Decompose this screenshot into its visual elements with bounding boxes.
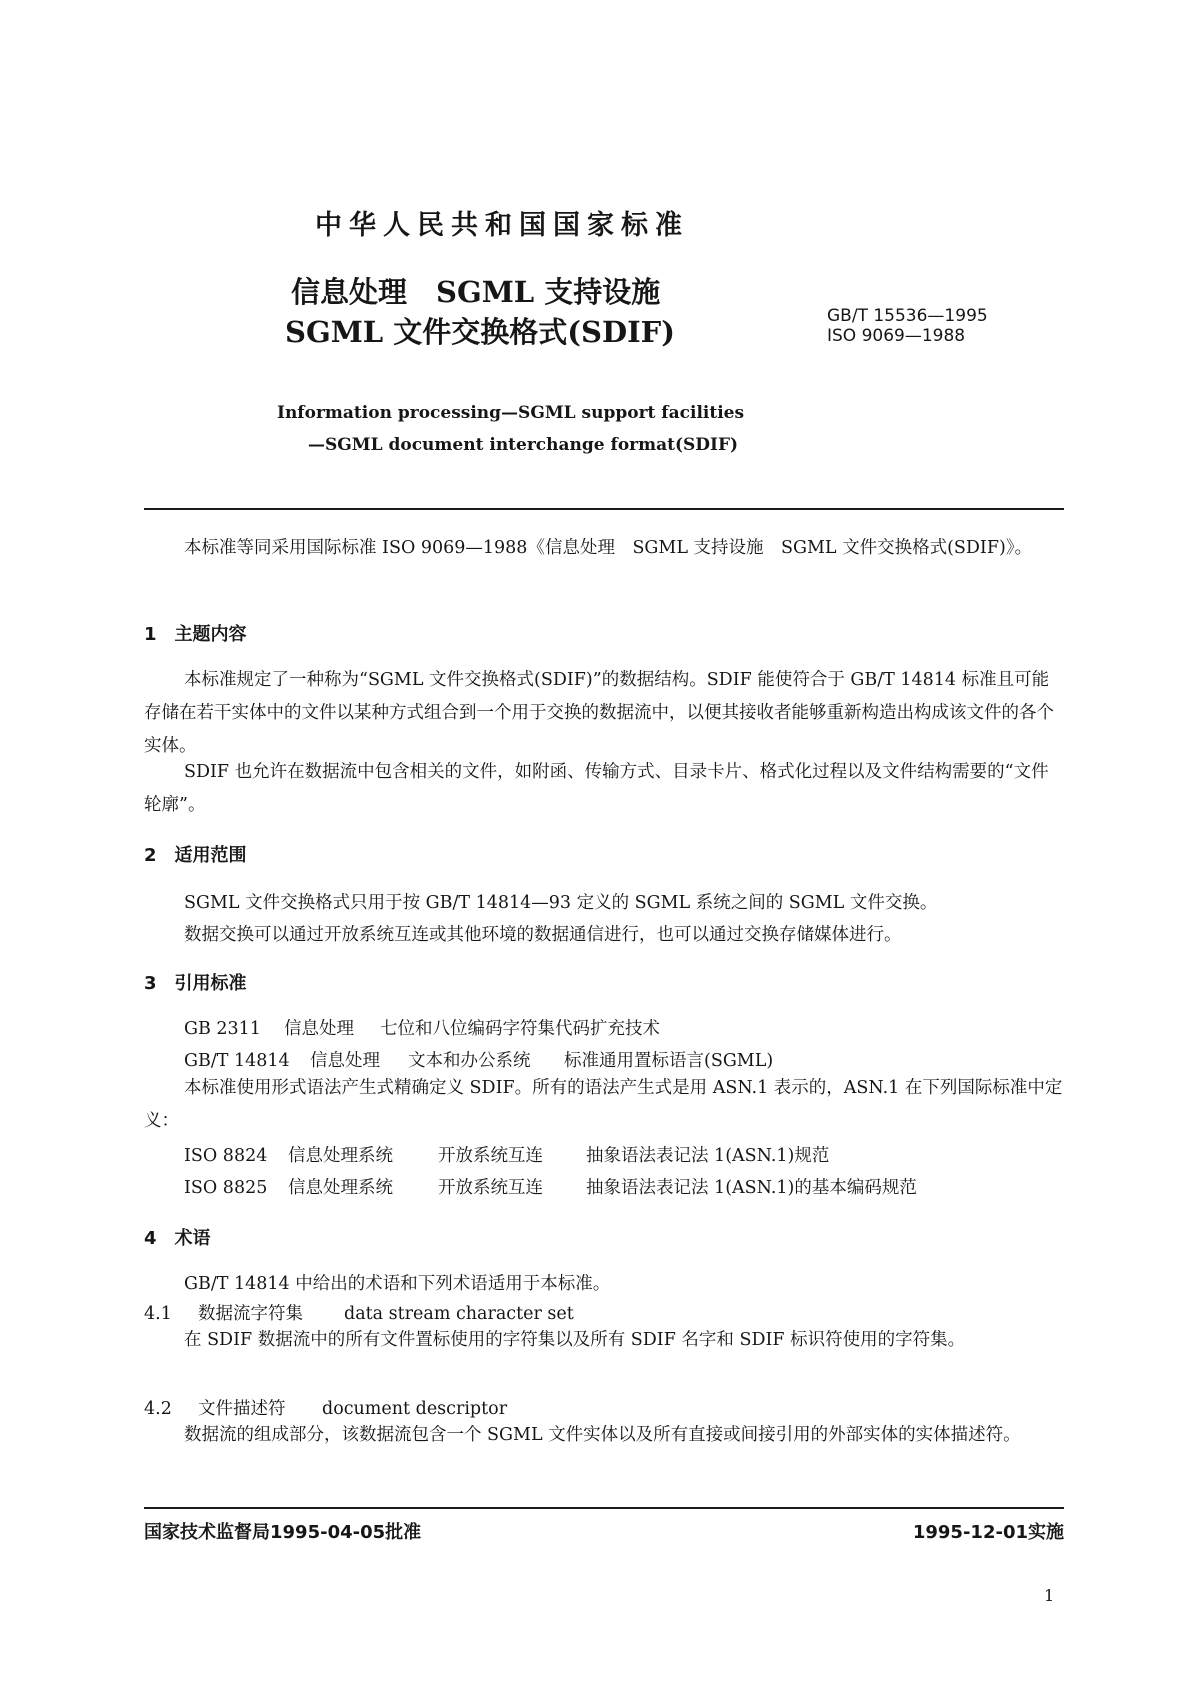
section-3-title: 引用标准 (174, 973, 247, 994)
term-number: 4.1 (144, 1304, 172, 1324)
standard-code: GB/T 15536—1995 (827, 306, 988, 326)
section-2-number: 2 (144, 845, 157, 866)
term-number: 4.2 (144, 1399, 172, 1419)
ref-part: 信息处理 (284, 1019, 354, 1039)
term-en: data stream character set (344, 1304, 574, 1324)
ref-part: 七位和八位编码字符集代码扩充技术 (380, 1019, 660, 1039)
section-1-heading (144, 620, 247, 646)
ref-part: 抽象语法表记法 1(ASN.1)规范 (586, 1146, 830, 1166)
section-2-paragraph-1: SGML 文件交换格式只用于按 GB/T 14814—93 定义的 SGML 系统之间的 SGML 文件交换。 (184, 893, 938, 913)
iso-code: ISO 9069—1988 (827, 326, 966, 346)
ref-part: 信息处理系统 (288, 1178, 393, 1198)
reference-gb2311 (184, 1015, 660, 1040)
ref-code: GB 2311 (184, 1019, 261, 1039)
term-en: document descriptor (322, 1399, 508, 1419)
section-1-title: 主题内容 (174, 624, 247, 645)
title-zh-line-2: SGML 文件交换格式(SDIF) (285, 315, 675, 349)
ref-code: ISO 8824 (184, 1146, 268, 1166)
term-4-1 (144, 1300, 574, 1325)
approval-line: 国家技术监督局1995-04-05批准 (144, 1522, 422, 1543)
term-zh: 数据流字符集 (198, 1304, 303, 1324)
section-3-heading (144, 969, 247, 995)
reference-gbt14814 (184, 1047, 773, 1072)
term-4-2-definition: 数据流的组成部分，该数据流包含一个 SGML 文件实体以及所有直接或间接引用的外部实体的实体描述符。 (184, 1425, 1021, 1445)
page-number: 1 (1044, 1586, 1055, 1605)
section-4-title: 术语 (174, 1228, 211, 1249)
header-rule (144, 508, 1064, 510)
ref-part: 信息处理系统 (288, 1146, 393, 1166)
ref-code: GB/T 14814 (184, 1051, 290, 1071)
section-2-heading (144, 841, 247, 867)
title-en-line-2: —SGML document interchange format(SDIF) (308, 435, 739, 455)
ref-part: 信息处理 (310, 1051, 380, 1071)
section-1-paragraph-2: SDIF 也允许在数据流中包含相关的文件，如附函、传输方式、目录卡片、格式化过程以及文件结构需要的“文件轮廓”。 (144, 762, 1049, 815)
title-zh-line-1: 信息处理 SGML 支持设施 (291, 275, 661, 309)
section-1-paragraph-1: 本标准规定了一种称为“SGML 文件交换格式(SDIF)”的数据结构。SDIF 能使符合于 GB/T 14814 标准且可能存储在若干实体中的文件以某种方式组合到一个用于交换的数据流中，以便其接收者能够重新构造出构成该文件的各个实体。 (144, 670, 1054, 756)
term-zh: 文件描述符 (198, 1399, 286, 1419)
ref-part: 开放系统互连 (438, 1146, 543, 1166)
ref-code: ISO 8825 (184, 1178, 268, 1198)
ref-part: 文本和办公系统 (408, 1051, 531, 1071)
section-4-paragraph: GB/T 14814 中给出的术语和下列术语适用于本标准。 (184, 1274, 611, 1294)
section-4-number: 4 (144, 1228, 157, 1249)
section-3-paragraph: 本标准使用形式语法产生式精确定义 SDIF。所有的语法产生式是用 ASN.1 表示的，ASN.1 在下列国际标准中定义： (144, 1078, 1063, 1131)
section-4-heading (144, 1224, 211, 1250)
section-2-paragraph-2: 数据交换可以通过开放系统互连或其他环境的数据通信进行，也可以通过交换存储媒体进行。 (184, 925, 902, 945)
effective-date: 1995-12-01实施 (912, 1522, 1064, 1543)
section-3-number: 3 (144, 973, 157, 994)
section-1-number: 1 (144, 624, 157, 645)
footer-rule (144, 1507, 1064, 1509)
ref-part: 标准通用置标语言(SGML) (564, 1051, 774, 1071)
reference-iso8825 (184, 1174, 917, 1199)
ref-part: 开放系统互连 (438, 1178, 543, 1198)
term-4-2 (144, 1395, 507, 1420)
reference-iso8824 (184, 1142, 829, 1167)
section-2-title: 适用范围 (174, 845, 247, 866)
title-en-line-1: Information processing—SGML support facilities (277, 403, 745, 423)
ref-part: 抽象语法表记法 1(ASN.1)的基本编码规范 (586, 1178, 917, 1198)
nation-standard-title: 中华人民共和国国家标准 (315, 210, 689, 241)
intro-paragraph: 本标准等同采用国际标准 ISO 9069—1988《信息处理 SGML 支持设施 SGML 文件交换格式(SDIF)》。 (184, 538, 1033, 558)
term-4-1-definition: 在 SDIF 数据流中的所有文件置标使用的字符集以及所有 SDIF 名字和 SDIF 标识符使用的字符集。 (184, 1330, 966, 1350)
